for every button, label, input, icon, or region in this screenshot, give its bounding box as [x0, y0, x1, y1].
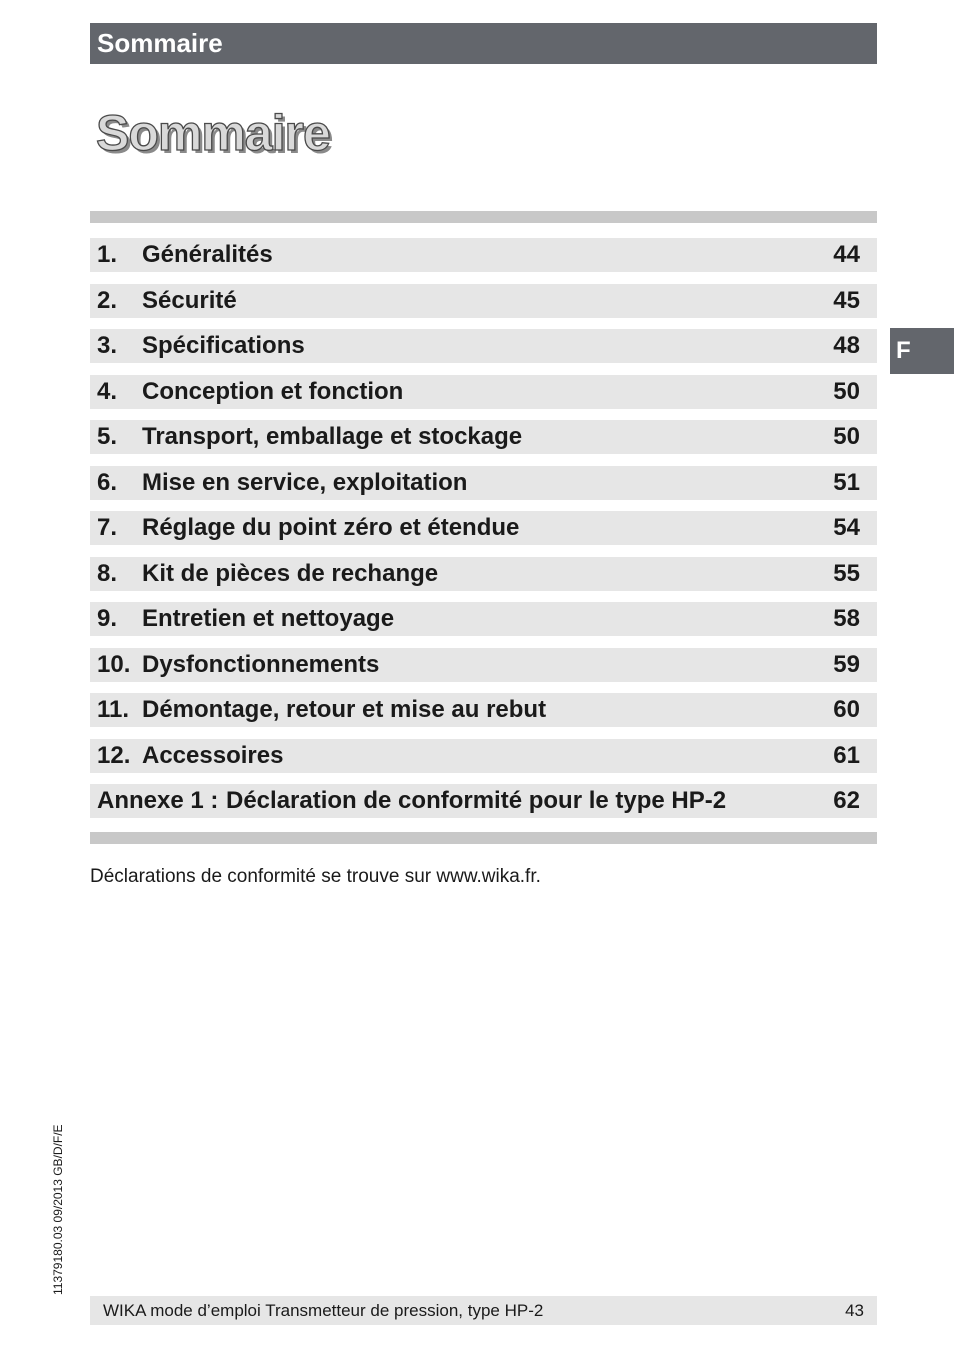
toc-row-5[interactable] — [90, 420, 877, 454]
toc-title: Généralités — [142, 241, 273, 268]
toc-number: 9. — [97, 605, 118, 632]
conformity-note: Déclarations de conformité se trouve sur www.wika.fr. — [90, 866, 541, 887]
toc-number: 7. — [97, 514, 118, 541]
toc-page: 58 — [833, 605, 860, 632]
toc-page: 54 — [833, 514, 860, 541]
toc-title: Déclaration de conformité pour le type HP-2 — [226, 787, 727, 814]
toc-row-10[interactable] — [90, 648, 877, 682]
toc-row-4[interactable] — [90, 375, 877, 409]
toc-row-6[interactable] — [90, 466, 877, 500]
toc-number: 6. — [97, 469, 118, 496]
header-bar — [90, 23, 877, 64]
language-tab[interactable] — [890, 328, 954, 374]
toc-title: Réglage du point zéro et étendue — [142, 514, 520, 541]
toc-title: Démontage, retour et mise au rebut — [142, 696, 547, 723]
toc-row-12[interactable] — [90, 739, 877, 773]
toc-title: Entretien et nettoyage — [142, 605, 395, 632]
toc-page: 48 — [833, 332, 860, 359]
toc-number: Annexe 1 : — [97, 787, 219, 814]
toc-number: 4. — [97, 378, 118, 405]
toc-number: 2. — [97, 287, 118, 314]
toc-title: Dysfonctionnements — [142, 651, 380, 678]
toc-number: 8. — [97, 560, 118, 587]
toc-row-8[interactable] — [90, 557, 877, 591]
header-title: Sommaire — [97, 28, 223, 58]
footer — [90, 1296, 877, 1325]
toc-title: Spécifications — [142, 332, 305, 359]
toc-row-annex-1[interactable] — [90, 784, 877, 818]
toc-number: 11. — [97, 696, 130, 723]
toc-page: 50 — [833, 423, 860, 450]
toc-number: 10. — [97, 651, 131, 678]
toc-title: Mise en service, exploitation — [142, 469, 468, 496]
toc-page: 51 — [833, 469, 860, 496]
document-code: 11379180.03 09/2013 GB/D/F/E — [51, 1124, 65, 1295]
toc-row-2[interactable] — [90, 284, 877, 318]
toc-page: 61 — [833, 742, 860, 769]
toc-row-11[interactable] — [90, 693, 877, 727]
toc-number: 1. — [97, 241, 118, 268]
footer-text: WIKA mode d’emploi Transmetteur de pression, type HP-2 — [103, 1301, 544, 1320]
toc-title: Conception et fonction — [142, 378, 404, 405]
toc-row-7[interactable] — [90, 511, 877, 545]
bottom-divider — [90, 832, 877, 844]
toc-page: 50 — [833, 378, 860, 405]
toc-page: 60 — [833, 696, 860, 723]
footer-page-number: 43 — [845, 1301, 864, 1320]
page-title: Sommaire — [96, 105, 330, 161]
language-tab-label: F — [896, 337, 911, 364]
toc-number: 12. — [97, 742, 131, 769]
toc-page: 45 — [833, 287, 860, 314]
top-divider — [90, 211, 877, 223]
toc-row-1[interactable] — [90, 238, 877, 272]
toc-number: 3. — [97, 332, 118, 359]
toc-title: Transport, emballage et stockage — [142, 423, 523, 450]
toc-page: 62 — [833, 787, 860, 814]
toc-page: 44 — [833, 241, 860, 268]
toc-title: Accessoires — [142, 742, 284, 769]
toc-row-9[interactable] — [90, 602, 877, 636]
toc-title: Sécurité — [142, 287, 237, 314]
toc-page: 59 — [833, 651, 860, 678]
toc-row-3[interactable] — [90, 329, 877, 363]
toc-number: 5. — [97, 423, 118, 450]
toc-page: 55 — [833, 560, 860, 587]
toc-title: Kit de pièces de rechange — [142, 560, 439, 587]
